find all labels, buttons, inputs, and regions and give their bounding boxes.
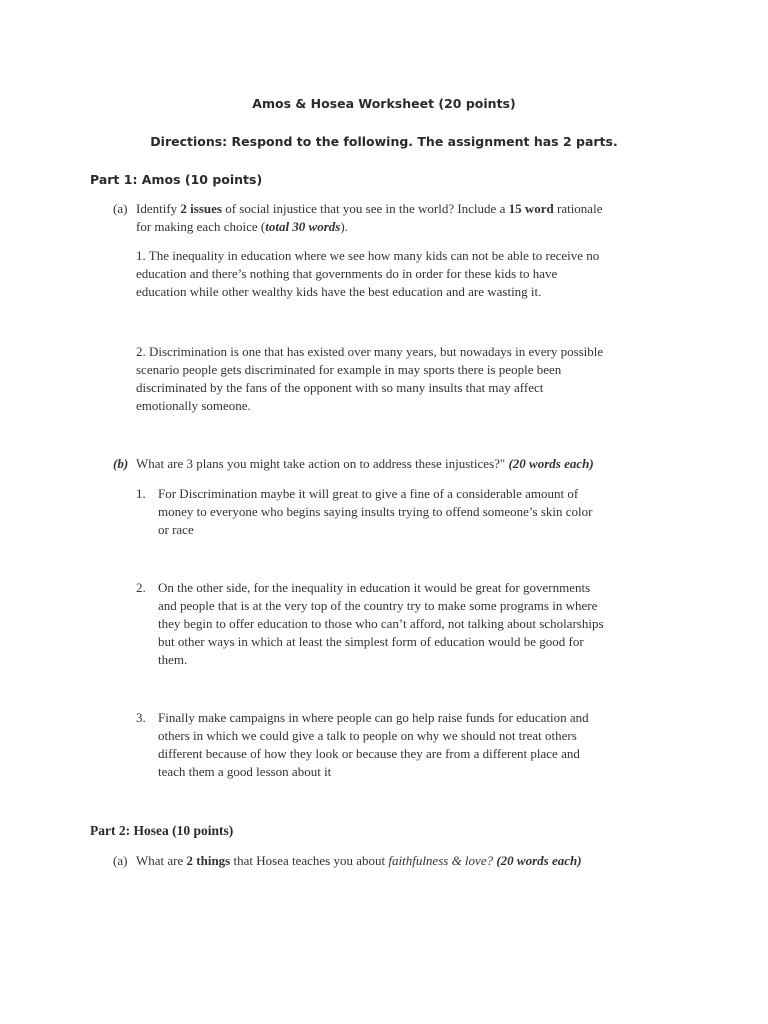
plan-line: and people that is at the very top of the country try to make some programs in where	[158, 598, 598, 613]
q-bolditalic: (20 words each)	[508, 456, 594, 471]
plan-2	[158, 579, 688, 669]
part1-a-question	[136, 200, 696, 236]
q-text: Identify	[136, 201, 181, 216]
answer-line: scenario people gets discriminated for example in may sports there is people been	[136, 362, 562, 377]
plan-3	[158, 709, 688, 781]
part1-b-question	[136, 455, 696, 473]
q-italic: faithfulness & love?	[388, 853, 494, 868]
plan-line: others in which we could give a talk to people on why we should not treat others	[158, 728, 577, 743]
worksheet-title: Amos & Hosea Worksheet (20 points)	[252, 96, 516, 111]
answer-line: 1. The inequality in education where we see how many kids can not be able to receive no	[136, 248, 600, 263]
q-bolditalic: (20 words each)	[496, 853, 582, 868]
part2-a-question	[136, 852, 696, 870]
plan-line: different because of how they look or because they are from a different place and	[158, 746, 580, 761]
plan-line: or race	[158, 522, 194, 537]
answer-1	[136, 247, 686, 301]
plan-line: but other ways in which at least the simplest form of education would be good for	[158, 634, 584, 649]
part1-a-line1	[136, 200, 696, 218]
part1-b-label: (b)	[113, 456, 129, 471]
plan-line: For Discrimination maybe it will great to give a fine of a considerable amount of	[158, 486, 579, 501]
part1-a-line2	[136, 218, 696, 236]
q-bold-issues: 2 issues	[180, 201, 222, 216]
plan-line: On the other side, for the inequality in education it would be great for governments	[158, 580, 591, 595]
plan-1	[158, 485, 688, 539]
plan-line: money to everyone who begins saying insults trying to offend someone’s skin color	[158, 504, 593, 519]
answer-line: discriminated by the fans of the opponent with so many insults that may affect	[136, 380, 544, 395]
answer-2	[136, 343, 686, 415]
directions-text: Directions: Respond to the following. The assignment has 2 parts.	[150, 134, 618, 149]
answer-line: education while other wealthy kids have the best education and are wasting it.	[136, 284, 542, 299]
plan-line: teach them a good lesson about it	[158, 764, 332, 779]
q-text: ).	[340, 219, 348, 234]
q-bold-things: 2 things	[186, 853, 231, 868]
answer-line: 2. Discrimination is one that has existed over many years, but nowadays in every possible	[136, 344, 604, 359]
part1-a-label: (a)	[113, 201, 128, 216]
q-text: that Hosea teaches you about	[230, 853, 389, 868]
part1-heading: Part 1: Amos (10 points)	[90, 172, 263, 187]
part2-a-label: (a)	[113, 853, 128, 868]
plan-line: them.	[158, 652, 188, 667]
plan-3-number: 3.	[136, 710, 146, 725]
q-bold-word: 15 word	[508, 201, 554, 216]
q-text: What are 3 plans you might take action on to address these injustices?"	[136, 456, 509, 471]
q-text: rationale	[553, 201, 603, 216]
q-text: What are	[136, 853, 187, 868]
plan-line: they begin to offer education to those who can’t afford, not talking about scholarships	[158, 616, 604, 631]
part2-heading: Part 2: Hosea (10 points)	[90, 823, 234, 838]
plan-line: Finally make campaigns in where people can go help raise funds for education and	[158, 710, 589, 725]
q-text: for making each choice (	[136, 219, 266, 234]
q-bolditalic: total 30 words	[265, 219, 341, 234]
plan-2-number: 2.	[136, 580, 146, 595]
plan-1-number: 1.	[136, 486, 146, 501]
answer-line: education and there’s nothing that governments do in order for these kids to have	[136, 266, 558, 281]
q-text: of social injustice that you see in the world? Include a	[221, 201, 509, 216]
answer-line: emotionally someone.	[136, 398, 251, 413]
